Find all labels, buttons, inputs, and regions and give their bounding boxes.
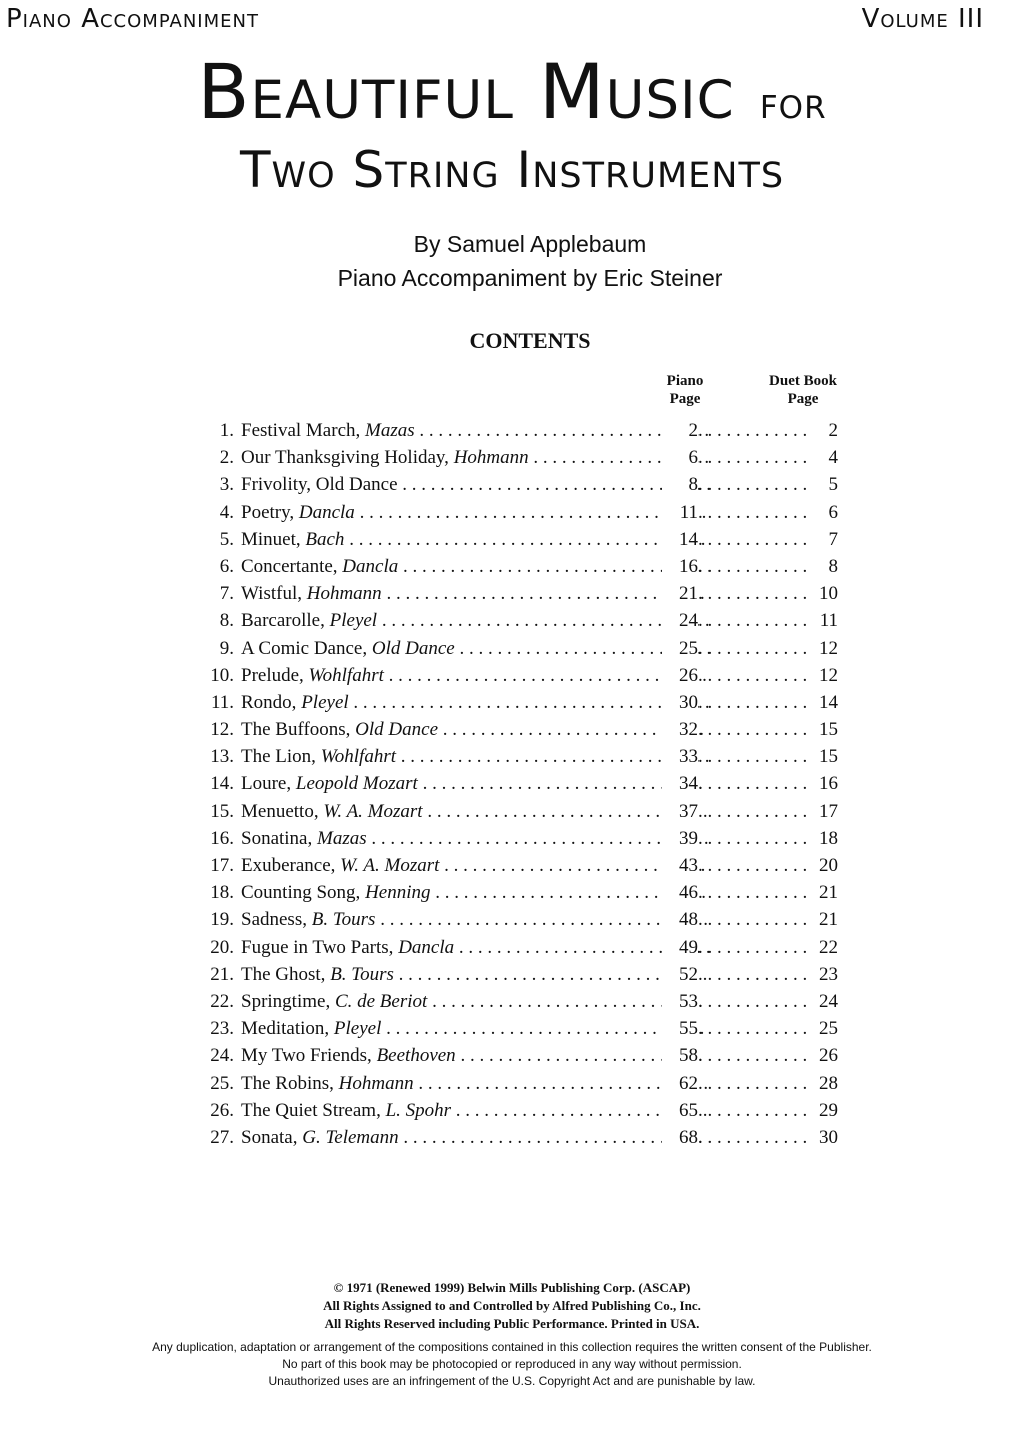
item-title-cell	[241, 770, 709, 797]
item-number: 15.	[210, 800, 234, 822]
dot-leader	[698, 553, 824, 580]
item-title-cell	[241, 607, 709, 634]
duet-page-number: 17	[810, 798, 838, 825]
item-number: 6.	[219, 555, 234, 577]
item-number: 4.	[219, 501, 234, 523]
piano-page-number: 48	[662, 906, 698, 933]
item-title: My Two Friends,	[241, 1045, 372, 1067]
header-volume-label: Volume III	[861, 4, 984, 34]
duet-page-number: 22	[810, 934, 838, 961]
column-header-piano-line2: Page	[669, 391, 701, 407]
author-line: By Samuel Applebaum	[413, 231, 647, 257]
contents-row	[200, 906, 860, 933]
item-composer: Hohmann	[453, 447, 529, 469]
duet-page-number: 14	[810, 689, 838, 716]
item-composer: Leopold Mozart	[295, 773, 418, 795]
piano-page-number: 32	[662, 716, 698, 743]
item-title-cell	[241, 635, 709, 662]
contents-row	[200, 770, 860, 797]
item-title: Prelude,	[241, 664, 304, 686]
duet-page-number: 12	[810, 662, 838, 689]
duet-page-number: 16	[810, 770, 838, 797]
contents-row	[200, 852, 860, 879]
column-header-duet-line2: Page	[787, 391, 819, 407]
piano-page-number: 46	[662, 879, 698, 906]
item-title-cell	[241, 1070, 709, 1097]
item-title: Exuberance,	[241, 855, 336, 876]
item-title-cell	[241, 662, 709, 689]
item-title: Loure,	[241, 773, 292, 795]
item-title: Poetry,	[241, 501, 295, 523]
item-title-cell	[241, 1015, 709, 1042]
piano-page-number: 53	[662, 988, 698, 1015]
dot-leader	[698, 1070, 824, 1097]
item-title: The Lion,	[241, 746, 316, 768]
piano-page-number: 11	[662, 499, 698, 526]
duet-page-number: 7	[810, 526, 838, 553]
item-number: 3.	[219, 474, 234, 496]
dot-leader	[698, 417, 824, 444]
contents-row	[200, 1097, 860, 1124]
book-title-line1	[0, 47, 1024, 144]
item-title-cell	[241, 1097, 709, 1124]
item-number: 2.	[219, 447, 234, 469]
piano-page-number: 52	[662, 961, 698, 988]
contents-row	[200, 553, 860, 580]
item-title-cell	[241, 906, 709, 933]
dot-leader	[698, 879, 824, 906]
item-number: 19.	[210, 909, 234, 931]
item-title-cell	[241, 988, 709, 1015]
piano-page-number: 26	[662, 662, 698, 689]
dot-leader	[698, 635, 824, 662]
contents-row	[200, 417, 860, 444]
item-number: 20.	[210, 936, 234, 958]
item-composer: Wohlfahrt	[320, 746, 397, 768]
item-number: 25.	[210, 1072, 234, 1094]
item-composer: Mazas	[317, 827, 367, 849]
contents-row	[200, 961, 860, 988]
contents-row	[200, 499, 860, 526]
item-title-cell	[241, 526, 709, 553]
contents-row	[200, 988, 860, 1015]
rights-reserved-line: All Rights Reserved including Public Performance. Printed in USA.	[324, 1316, 700, 1331]
duet-page-number: 4	[810, 444, 838, 471]
item-title-cell	[241, 879, 709, 906]
contents-heading: CONTENTS	[469, 328, 591, 353]
item-composer: W. A. Mozart	[323, 800, 423, 822]
piano-page-number: 43	[662, 852, 698, 879]
item-title-cell	[241, 553, 709, 580]
item-number: 13.	[210, 746, 234, 768]
item-title-cell	[241, 934, 709, 961]
item-number: 8.	[219, 610, 234, 632]
contents-row	[200, 444, 860, 471]
item-composer: G. Telemann	[302, 1126, 399, 1148]
item-number: 5.	[219, 528, 234, 550]
duet-page-number: 12	[810, 635, 838, 662]
dot-leader	[698, 770, 824, 797]
dot-leader	[698, 716, 824, 743]
contents-row	[200, 1015, 860, 1042]
item-composer: Beethoven	[376, 1045, 456, 1067]
dot-leader	[698, 1015, 824, 1042]
piano-page-number: 49	[662, 934, 698, 961]
piano-page-number: 21	[662, 580, 698, 607]
contents-list	[200, 417, 860, 1151]
contents-row	[200, 471, 860, 498]
dot-leader	[698, 607, 824, 634]
item-number: 22.	[210, 990, 234, 1012]
item-number: 11.	[210, 691, 234, 713]
dot-leader	[698, 852, 824, 879]
item-number: 24.	[210, 1045, 234, 1067]
item-title: A Comic Dance,	[241, 637, 368, 659]
item-title-cell	[241, 689, 709, 716]
dot-leader	[698, 689, 824, 716]
piano-page-number: 6	[662, 444, 698, 471]
dot-leader	[698, 499, 824, 526]
item-title: Our Thanksgiving Holiday,	[241, 447, 449, 469]
item-composer: Hohmann	[338, 1072, 414, 1094]
duet-page-number: 15	[810, 743, 838, 770]
item-title: Sonata,	[241, 1126, 298, 1148]
duet-page-number: 21	[810, 879, 838, 906]
item-title-cell	[241, 1124, 709, 1151]
contents-row	[200, 635, 860, 662]
dot-leader	[698, 580, 824, 607]
piano-page-number: 62	[662, 1070, 698, 1097]
item-composer: Bach	[305, 528, 345, 550]
item-title: The Quiet Stream,	[241, 1099, 381, 1121]
duet-page-number: 23	[810, 961, 838, 988]
duet-page-number: 30	[810, 1124, 838, 1151]
contents-row	[200, 798, 860, 825]
item-title: Meditation,	[241, 1018, 330, 1040]
item-title: Wistful,	[241, 583, 302, 605]
item-number: 21.	[210, 963, 234, 985]
contents-row	[200, 1070, 860, 1097]
dot-leader	[698, 1124, 824, 1151]
item-composer: Wohlfahrt	[308, 664, 384, 686]
piano-page-number: 24	[662, 607, 698, 634]
duet-page-number: 5	[810, 471, 838, 498]
accompaniment-line: Piano Accompaniment by Eric Steiner	[337, 265, 723, 291]
piano-page-number: 58	[662, 1042, 698, 1069]
duet-page-number: 15	[810, 716, 838, 743]
dot-leader	[698, 798, 824, 825]
item-composer: Mazas	[365, 420, 415, 441]
item-title: The Robins,	[241, 1072, 334, 1094]
item-title: Minuet,	[241, 528, 301, 550]
duet-page-number: 8	[810, 553, 838, 580]
piano-page-number: 39	[662, 825, 698, 852]
item-title-cell	[241, 961, 709, 988]
duet-page-number: 21	[810, 906, 838, 933]
piano-page-number: 14	[662, 526, 698, 553]
contents-row	[200, 1042, 860, 1069]
item-title: Springtime,	[241, 990, 331, 1012]
contents-row	[200, 526, 860, 553]
legal-notice-line: No part of this book may be photocopied or reproduced in any way without permission.	[282, 1357, 742, 1371]
item-composer: Dancla	[398, 936, 455, 958]
duet-page-number: 2	[810, 417, 838, 444]
piano-page-number: 33	[662, 743, 698, 770]
duet-page-number: 18	[810, 825, 838, 852]
item-title-cell	[241, 1042, 709, 1069]
column-header-duet-line1: Duet Book	[769, 373, 837, 389]
duet-page-number: 6	[810, 499, 838, 526]
piano-page-number: 25	[662, 635, 698, 662]
item-title-cell	[241, 825, 709, 852]
contents-row	[200, 1124, 860, 1151]
item-number: 12.	[210, 719, 234, 741]
title-for: for	[759, 78, 827, 129]
item-title: Menuetto,	[241, 800, 319, 822]
item-number: 18.	[210, 882, 234, 904]
item-title: Frivolity, Old Dance	[241, 474, 398, 496]
piano-page-number: 34	[662, 770, 698, 797]
item-title-cell	[241, 852, 709, 879]
piano-page-number: 2	[662, 417, 698, 444]
dot-leader	[698, 961, 824, 988]
dot-leader	[698, 1042, 824, 1069]
item-title: Concertante,	[241, 555, 338, 577]
contents-row	[200, 934, 860, 961]
dot-leader	[698, 743, 824, 770]
item-title: The Ghost,	[241, 963, 326, 985]
duet-page-number: 24	[810, 988, 838, 1015]
duet-page-number: 11	[810, 607, 838, 634]
dot-leader	[698, 526, 824, 553]
duet-page-number: 25	[810, 1015, 838, 1042]
item-number: 7.	[219, 583, 234, 605]
item-composer: C. de Beriot	[334, 990, 428, 1012]
dot-leader	[698, 934, 824, 961]
column-header-piano-page	[640, 372, 730, 408]
item-number: 14.	[210, 773, 234, 795]
item-composer: L. Spohr	[385, 1099, 452, 1121]
legal-notice-line: Any duplication, adaptation or arrangement of the compositions contained in this collection requires the written consent of the Publisher.	[152, 1340, 872, 1354]
item-composer: Hohmann	[306, 583, 382, 605]
item-number: 26.	[210, 1099, 234, 1121]
item-composer: B. Tours	[311, 909, 376, 931]
piano-page-number: 37	[662, 798, 698, 825]
contents-row	[200, 580, 860, 607]
item-number: 23.	[210, 1018, 234, 1040]
rights-assigned-line: All Rights Assigned to and Controlled by Alfred Publishing Co., Inc.	[323, 1298, 701, 1313]
item-number: 9.	[219, 637, 234, 659]
item-title-cell	[241, 580, 709, 607]
piano-page-number: 30	[662, 689, 698, 716]
dot-leader	[698, 825, 824, 852]
dot-leader	[698, 988, 824, 1015]
dot-leader	[698, 906, 824, 933]
piano-page-number: 55	[662, 1015, 698, 1042]
item-title: Sadness,	[241, 909, 307, 931]
item-title: Rondo,	[241, 691, 297, 713]
item-composer: Henning	[365, 882, 431, 904]
item-title-cell	[241, 716, 709, 743]
item-title-cell	[241, 499, 709, 526]
duet-page-number: 28	[810, 1070, 838, 1097]
item-composer: Pleyel	[329, 610, 378, 632]
item-composer: Pleyel	[333, 1018, 382, 1040]
item-title: Fugue in Two Parts,	[241, 936, 394, 958]
item-title: Sonatina,	[241, 827, 313, 849]
contents-row	[200, 689, 860, 716]
item-number: 17.	[210, 855, 234, 876]
contents-row	[200, 743, 860, 770]
item-title: The Buffoons,	[241, 719, 351, 741]
duet-page-number: 10	[810, 580, 838, 607]
column-header-duet-page	[748, 372, 858, 408]
item-composer: B. Tours	[330, 963, 394, 985]
contents-row	[200, 716, 860, 743]
item-composer: Pleyel	[301, 691, 349, 713]
column-header-piano-line1: Piano	[666, 373, 704, 389]
copyright-line: © 1971 (Renewed 1999) Belwin Mills Publishing Corp. (ASCAP)	[333, 1280, 691, 1295]
legal-notice-line: Unauthorized uses are an infringement of the U.S. Copyright Act and are punishable by law.	[268, 1374, 756, 1388]
dot-leader	[698, 662, 824, 689]
item-composer: Dancla	[298, 501, 355, 523]
header-left-label: Piano Accompaniment	[6, 4, 259, 34]
contents-row	[200, 662, 860, 689]
contents-row	[200, 607, 860, 634]
contents-row	[200, 825, 860, 852]
item-title-cell	[241, 417, 709, 444]
item-title-cell	[241, 798, 709, 825]
item-title: Counting Song,	[241, 882, 361, 904]
title-main: Beautiful Music	[197, 47, 735, 136]
book-title-line2: Two String Instruments	[239, 141, 785, 199]
item-composer: Dancla	[342, 555, 399, 577]
item-title-cell	[241, 444, 709, 471]
piano-page-number: 68	[662, 1124, 698, 1151]
item-title: Festival March,	[241, 420, 361, 441]
item-title-cell	[241, 471, 709, 498]
item-composer: Old Dance	[371, 637, 455, 659]
dot-leader	[698, 1097, 824, 1124]
dot-leader	[698, 471, 824, 498]
item-composer: Old Dance	[355, 719, 439, 741]
item-title-cell	[241, 743, 709, 770]
duet-page-number: 20	[810, 852, 838, 879]
item-composer: W. A. Mozart	[340, 855, 440, 876]
contents-row	[200, 879, 860, 906]
dot-leader	[698, 444, 824, 471]
piano-page-number: 8	[662, 471, 698, 498]
item-number: 16.	[210, 827, 234, 849]
duet-page-number: 29	[810, 1097, 838, 1124]
item-number: 1.	[219, 420, 234, 441]
piano-page-number: 65	[662, 1097, 698, 1124]
item-number: 27.	[210, 1126, 234, 1148]
item-number: 10.	[210, 664, 234, 686]
duet-page-number: 26	[810, 1042, 838, 1069]
item-title: Barcarolle,	[241, 610, 325, 632]
piano-page-number: 16	[662, 553, 698, 580]
